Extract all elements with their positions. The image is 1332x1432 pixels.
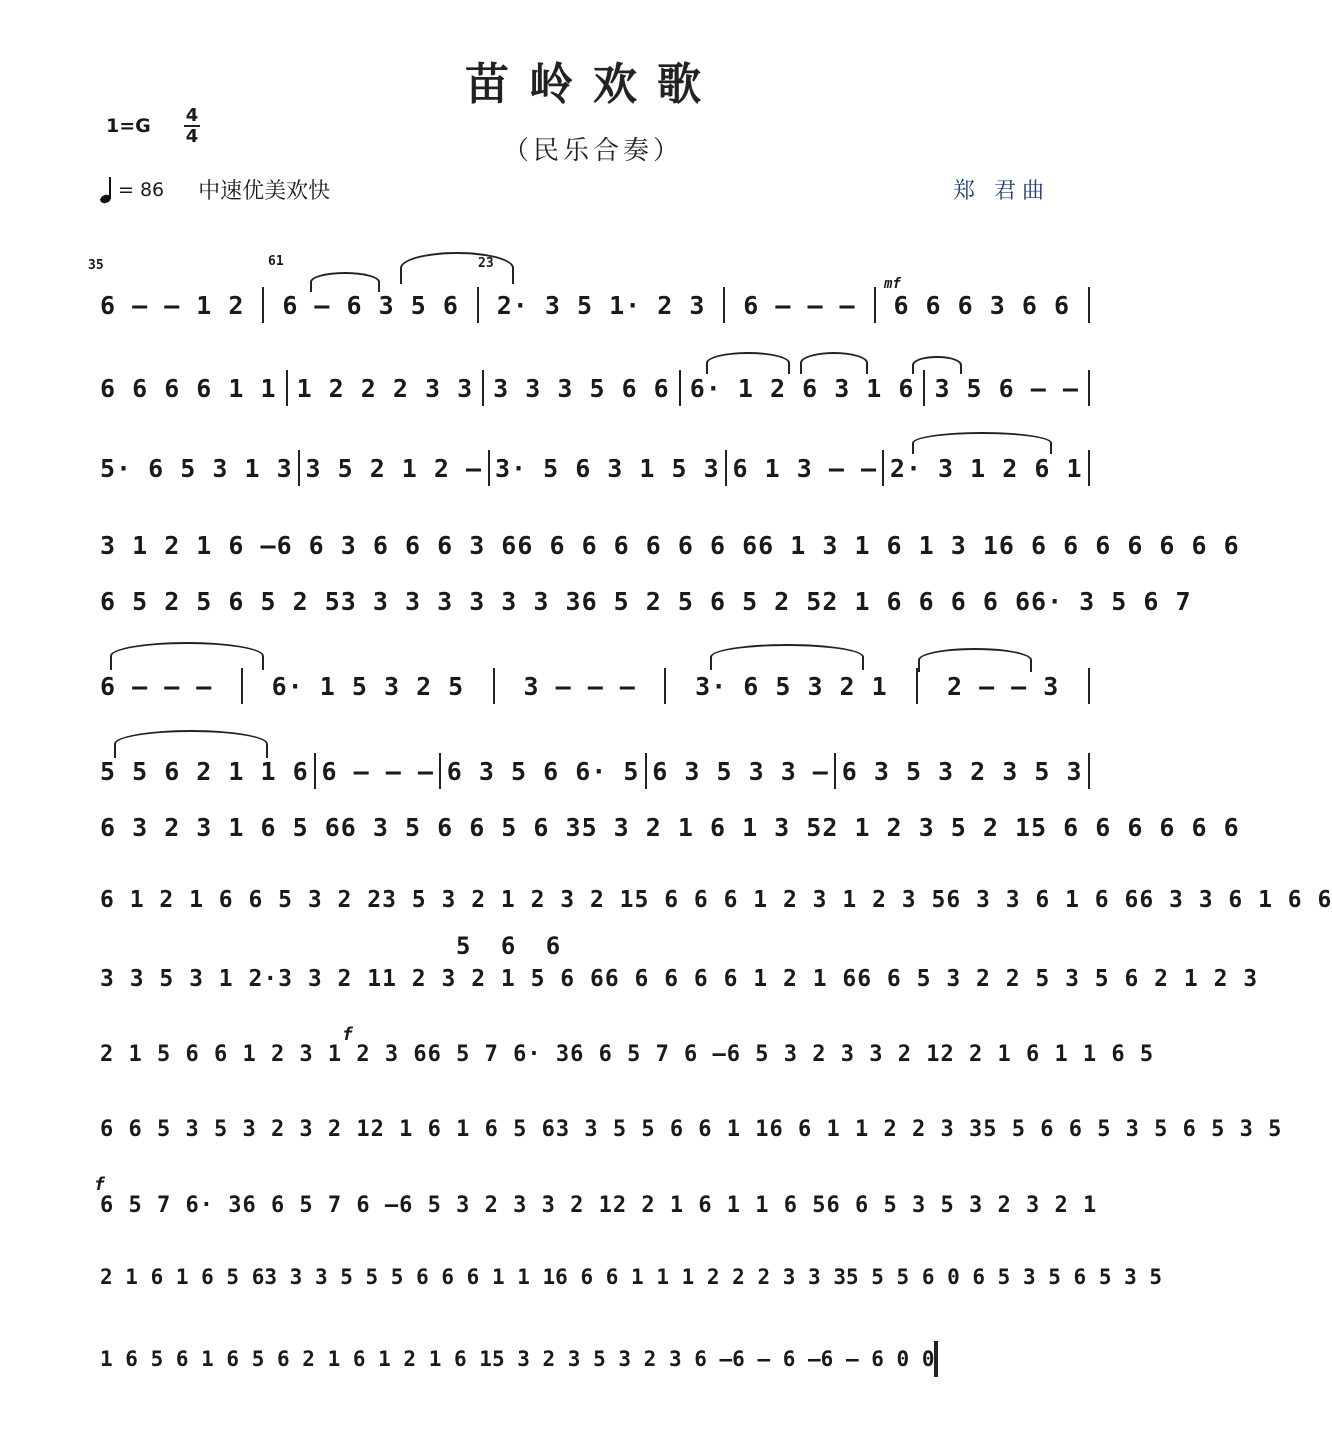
measure: 6 6 5 3 2 2 5 3 5 6 2 1 2 3: [857, 966, 1259, 992]
staff-line-2: [100, 367, 1090, 409]
staff-line-10: [100, 958, 1259, 1000]
measure: 3 5 2 1 2 —: [305, 453, 483, 483]
measure: 3 5 6 — —: [934, 373, 1079, 403]
staff-line-12: [100, 1108, 1283, 1150]
measure: 3 3 5 5 6 6 1 1: [555, 1116, 770, 1142]
measure: 6 3 3 6 1 6 6: [1139, 887, 1332, 913]
dynamic-f-2: f: [94, 1174, 105, 1195]
tempo-bpm: = 86: [118, 178, 165, 201]
measure: 2 2 1 6 1 1 6 5: [612, 1192, 827, 1218]
quarter-note-icon: [100, 177, 114, 203]
barline: [725, 450, 727, 486]
measure: 3 5 3 2 1 2 3 2 1: [382, 887, 635, 913]
staff-line-3: [100, 447, 1090, 489]
barline: [1088, 450, 1090, 486]
barline: [834, 753, 836, 789]
barline: [1088, 370, 1090, 406]
measure: 5· 6 5 3 1 3: [100, 453, 293, 483]
staff-line-5: [100, 580, 1192, 622]
measure: 6 1 2 1 6 6 5 3 2 2: [100, 887, 383, 913]
barline: [645, 753, 647, 789]
score-subtitle: （民乐合奏）: [502, 136, 683, 166]
measure: 2 1 6 1 6 5 6: [100, 1265, 265, 1289]
staff-line-14: [100, 1256, 1163, 1298]
staff-line-11: [100, 1033, 1155, 1075]
barline: [477, 287, 479, 323]
measure: 6 6 1 1 2 2 3 3: [769, 1116, 984, 1142]
measure: 6 6 6 6 6 6 6 6: [998, 530, 1240, 560]
measure: 3 — — —: [523, 671, 636, 701]
barline: [286, 370, 288, 406]
barline: [882, 450, 884, 486]
staff-line-15: [100, 1338, 935, 1380]
measure: 6 6 6 1 1 1 2 2 2 3 3 3: [555, 1265, 846, 1289]
measure: 6 6 6 6 1 1: [100, 373, 277, 403]
measure: 6 — 6 0 0: [820, 1347, 935, 1371]
measure: 1 2 3 2 1 5 6 6: [382, 966, 605, 992]
measure: 6 — — —: [100, 671, 213, 701]
measure: 3 1 2 1 6 —: [100, 530, 277, 560]
measure: 6 5 2 5 6 5 2 5: [100, 586, 341, 616]
measure: 6 6 5 7 6 —: [242, 1192, 400, 1218]
barline: [679, 370, 681, 406]
measure: 6· 3 5 6 7: [1031, 586, 1192, 616]
dynamic-f-1: f: [342, 1024, 353, 1045]
barline: [1088, 753, 1090, 789]
barline: [482, 370, 484, 406]
measure: 6 5 3 2 3 3 2 1: [726, 1041, 941, 1067]
measure: 6 5 7 6· 3: [100, 1192, 243, 1218]
measure: 6 1 3 — —: [732, 453, 878, 483]
measure: 6 6 6 3 6 6: [893, 290, 1071, 320]
measure: 6 3 2 3 1 6 5 6: [100, 812, 341, 842]
measure: 5 5 6 2 1 1 6: [100, 756, 309, 786]
measure: 6 — 6 —: [732, 1347, 821, 1371]
measure: 5 3 2 1 6 1 3 5: [581, 812, 823, 842]
time-signature: [183, 106, 201, 146]
repeat-barline: [439, 753, 441, 789]
staff-line-8: [100, 806, 1240, 848]
measure: 6 6 6 6 6 1 2 1 6: [604, 966, 858, 992]
barline: [298, 450, 300, 486]
measure: 6 — — —: [321, 756, 434, 786]
staff-line-4: [100, 524, 1240, 566]
staff-line-7: [100, 750, 1090, 792]
barline: [1088, 668, 1090, 704]
barline: [723, 287, 725, 323]
slur: [400, 252, 514, 284]
measure: 3· 6 5 3 2 1: [695, 671, 888, 701]
score-title: 苗岭欢歌: [465, 59, 721, 110]
final-barline: [934, 1341, 938, 1377]
barline: [314, 753, 316, 789]
measure: 6 6 5 7 6 —: [570, 1041, 727, 1067]
measure: 2 1 6 6 6 6 6: [822, 586, 1032, 616]
barline: [923, 370, 925, 406]
alternate-notes: 5 6 6: [456, 932, 569, 960]
measure: 6 6 5 3 5 3 2 3 2 1: [826, 1192, 1098, 1218]
measure: 5 5 6 6 5 3 5 6 5 3 5: [983, 1116, 1283, 1142]
dynamic-mf: mf: [884, 276, 901, 292]
measure: 6 3 5 3 2 3 5 3: [841, 756, 1083, 786]
grace-notes-2: 61: [268, 254, 284, 269]
barline: [1088, 287, 1090, 323]
measure: 6 — 6 3 5 6: [282, 290, 459, 320]
meter-top: 4: [185, 105, 199, 126]
measure: 6 1 3 1 6 1 3 1: [758, 530, 999, 560]
staff-line-9: [100, 879, 1332, 921]
barline: [241, 668, 243, 704]
measure: 6 6 3 6 6 6 3 6: [276, 530, 518, 560]
grace-notes-1: 35: [88, 258, 104, 273]
measure: 6 5 3 2 3 3 2 1: [399, 1192, 613, 1218]
measure: 1 6 5 6 1 6 5 6 2 1 6 1 2 1 6 1: [100, 1347, 492, 1371]
measure: 5 3 2 3 5 3 2 3 6 —: [491, 1347, 733, 1371]
staff-line-1: [100, 284, 1090, 326]
barline: [493, 668, 495, 704]
meter-bottom: 4: [185, 126, 199, 147]
measure: 2 1 5 6 6 1 2 3 1 2 3 6: [100, 1041, 428, 1067]
measure: 6 — — —: [743, 290, 856, 320]
grace-notes-3: 23: [478, 256, 494, 271]
barline: [664, 668, 666, 704]
measure: 3 3 3 5 6 6: [493, 373, 670, 403]
measure: 2 — — 3: [946, 671, 1060, 701]
barline: [874, 287, 876, 323]
measure: 6 6 6 6 6 6 6 6: [517, 530, 759, 560]
measure: 2· 3 5 1· 2 3: [496, 290, 706, 320]
composer-credit: 郑 君曲: [953, 179, 1050, 204]
measure: 3 3 3 3 3 3 3 3: [340, 586, 582, 616]
measure: 3· 5 6 3 1 5 3: [494, 453, 720, 483]
staff-line-13: [100, 1184, 1098, 1226]
tempo-expression: 中速优美欢快: [198, 179, 331, 204]
measure: 6 6 5 3 5 3 2 3 2 1: [100, 1116, 371, 1142]
barline: [916, 668, 918, 704]
key-signature: 1=G: [106, 115, 151, 137]
measure: 2 1 2 3 5 2 1: [822, 812, 1032, 842]
staff-line-6: [100, 665, 1090, 707]
measure: 5 5 5 6 0 6 5 3 5 6 5 3 5: [845, 1265, 1163, 1289]
tempo-marking: [100, 174, 330, 205]
measure: 6· 1 2 6 3 1 6: [689, 373, 915, 403]
barline: [488, 450, 490, 486]
measure: 6 3 5 3 3 —: [652, 756, 829, 786]
measure: 6 — — 1 2: [100, 290, 245, 320]
measure: 2 2 1 6 1 1 6 5: [940, 1041, 1155, 1067]
measure: 3 3 3 5 5 5 6 6 6 1 1 1: [264, 1265, 556, 1289]
measure: 6 5 2 5 6 5 2 5: [581, 586, 823, 616]
barline: [262, 287, 264, 323]
measure: 5 6 6 6 6 6 6: [1031, 812, 1240, 842]
measure: 1 2 2 2 3 3: [296, 373, 474, 403]
measure: 2 1 6 1 6 5 6: [370, 1116, 556, 1142]
measure: 6 3 5 6 6 5 6 3: [340, 812, 582, 842]
measure: 3 3 5 3 1 2·3 3 2 1: [100, 966, 383, 992]
measure: 6 3 5 6 6· 5: [446, 756, 640, 786]
measure: 6 5 7 6· 3: [427, 1041, 571, 1067]
measure: 2· 3 1 2 6 1: [889, 453, 1083, 483]
measure: 6 3 3 6 1 6 6: [946, 887, 1140, 913]
measure: 6· 1 5 3 2 5: [271, 671, 465, 701]
measure: 5 6 6 6 1 2 3 1 2 3 5: [634, 887, 947, 913]
